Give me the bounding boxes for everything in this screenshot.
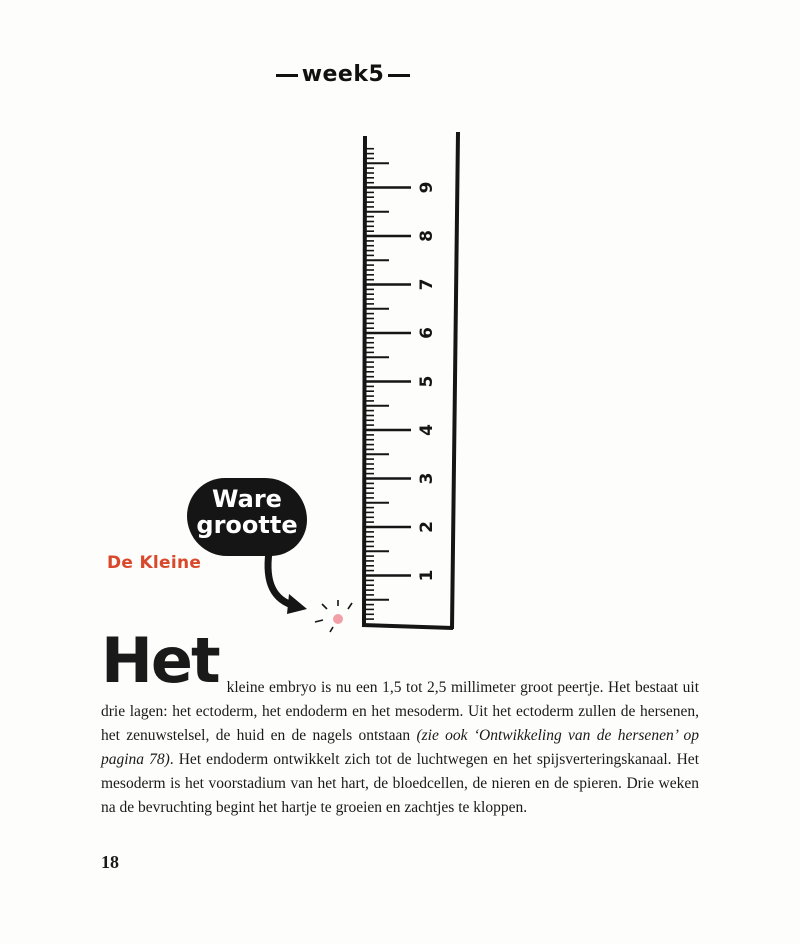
ruler-number: 8 <box>417 230 437 242</box>
body-text-end: . Het endoderm ontwikkelt zich tot de luchtwegen en het spijsverteringskanaal. Het mesoderm is het voorstadium van het hart, de bloedcellen, de nieren en de spieren. Drie weken na de bevruchting begint het hartje te groeien en zachtjes te kloppen. <box>101 751 699 816</box>
ruler-number: 1 <box>417 569 437 582</box>
ruler-number: 3 <box>417 472 437 485</box>
header-dash-right <box>388 74 410 77</box>
ruler-number: 7 <box>417 278 437 291</box>
ruler-illustration <box>355 128 465 638</box>
header-title: week5 <box>301 62 385 87</box>
drop-cap: Het <box>101 624 219 697</box>
ruler-number: 2 <box>417 521 437 533</box>
header-dash-left <box>276 74 298 77</box>
arrow-icon <box>255 548 315 618</box>
page-number: 18 <box>101 852 119 872</box>
ruler-number: 9 <box>417 181 437 194</box>
cross-reference: (zie ook ‘Ontwikkeling van de hersenen’ op pagina 78) <box>101 727 699 768</box>
chapter-header <box>0 62 686 87</box>
ruler-left-edge <box>364 136 365 624</box>
subtitle: De Kleine <box>107 553 202 573</box>
ruler-number: 5 <box>417 375 437 388</box>
ruler-number: 6 <box>417 327 437 339</box>
bubble-line-1: Ware <box>212 485 282 513</box>
ruler-right-edge <box>452 132 458 629</box>
body-paragraph <box>101 624 699 820</box>
ruler-number: 4 <box>417 424 437 436</box>
body-text-start: kleine embryo is nu een 1,5 tot 2,5 millimeter groot peertje. Het bestaat uit drie lagen: het ectoderm, het endoderm en het mesoderm. Uit het ectoderm zullen de hersenen, het zenuwstelsel, de huid en de nagels ontstaan <box>101 679 699 744</box>
speech-bubble <box>187 478 307 556</box>
bubble-line-2: grootte <box>196 511 298 539</box>
